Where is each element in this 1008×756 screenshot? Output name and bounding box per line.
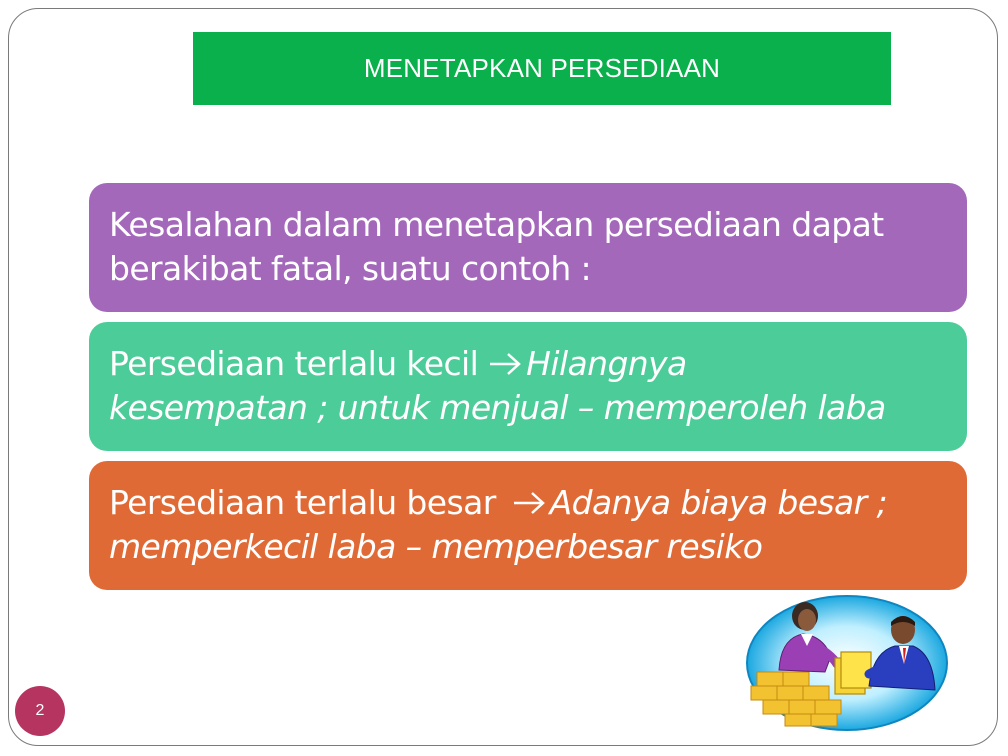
box-2-line-2 [109,386,945,430]
box-3-plain-text: Persediaan terlalu besar [109,483,496,522]
box-3-line-1 [109,481,945,525]
box-3-line-2 [109,525,945,569]
arrow-right-icon [488,351,522,377]
box-1-line-2: berakibat fatal, suatu contoh : [109,249,592,288]
business-people-clipart [745,594,950,732]
box-1-line-1: Kesalahan dalam menetapkan persediaan dapat [109,205,884,244]
box-2-line-1 [109,342,945,386]
box-3-italic-line-2: memperkecil laba – memperbesar resiko [109,527,763,566]
box-2-italic-text: Hilangnya [526,344,687,383]
box-3-italic-text: Adanya biaya besar ; [549,483,887,522]
content-box-2 [89,322,967,451]
page-number: 2 [35,702,45,719]
content-box-1 [89,183,967,312]
title-bar [193,32,891,105]
arrow-right-icon [506,490,546,516]
content-box-3 [89,461,967,590]
slide-title: MENETAPKAN PERSEDIAAN [363,53,721,83]
page-number-badge [15,686,65,736]
box-2-italic-line-2: kesempatan ; untuk menjual – memperoleh laba [109,388,886,427]
box-2-plain-text: Persediaan terlalu kecil [109,344,479,383]
